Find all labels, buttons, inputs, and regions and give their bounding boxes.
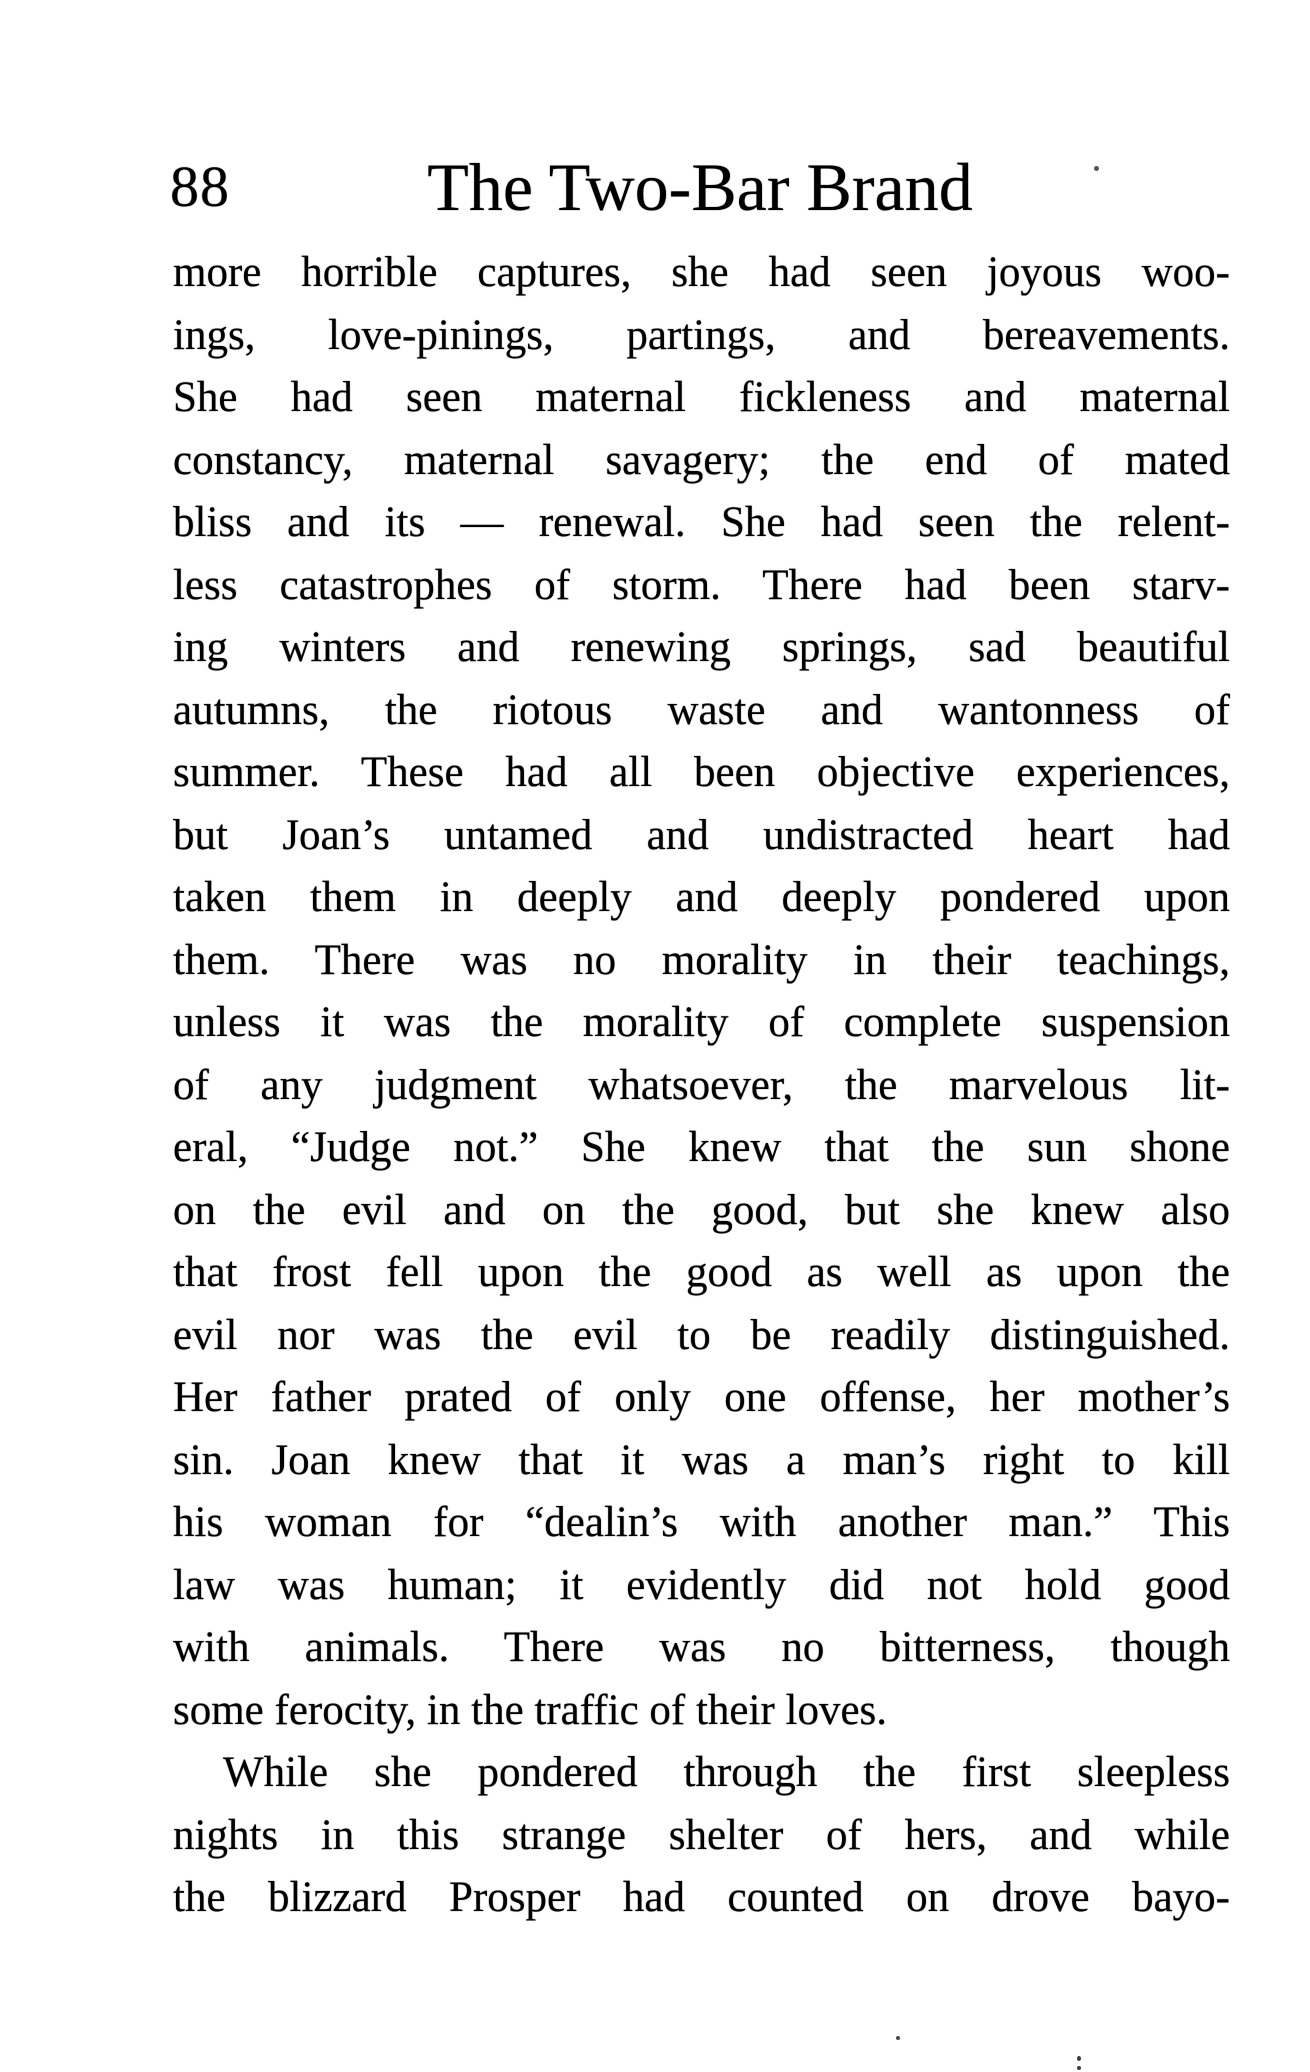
text-line: but Joan’s untamed and undistracted heart had bbox=[173, 811, 1230, 859]
text-line: ing winters and renewing springs, sad beautiful bbox=[173, 624, 1230, 671]
text-line: on the evil and on the good, but she knew also bbox=[173, 1186, 1230, 1234]
scan-speck bbox=[1094, 166, 1099, 171]
body-text bbox=[173, 242, 1230, 1930]
page-title: The Two-Bar Brand bbox=[427, 149, 973, 225]
text-line: She had seen maternal fickleness and maternal bbox=[173, 374, 1230, 421]
text-line: some ferocity, in the traffic of their loves. bbox=[173, 1686, 888, 1734]
text-line: more horrible captures, she had seen joyous woo- bbox=[173, 249, 1230, 296]
scan-speck bbox=[1077, 2066, 1081, 2070]
page-number: 88 bbox=[170, 154, 230, 219]
text-line: ings, love-pinings, partings, and bereavements. bbox=[173, 311, 1230, 359]
text-line: While she pondered through the first sleepless bbox=[223, 1749, 1230, 1796]
text-line: autumns, the riotous waste and wantonness of bbox=[173, 686, 1230, 734]
text-line: Her father prated of only one offense, her mother’s bbox=[173, 1374, 1230, 1421]
text-line: his woman for “dealin’s with another man.” This bbox=[173, 1499, 1230, 1546]
text-line: eral, “Judge not.” She knew that the sun shone bbox=[173, 1124, 1230, 1171]
text-line: taken them in deeply and deeply pondered upon bbox=[173, 874, 1230, 921]
text-line: constancy, maternal savagery; the end of mated bbox=[173, 436, 1230, 484]
text-line: law was human; it evidently did not hold good bbox=[173, 1561, 1230, 1609]
text-line: nights in this strange shelter of hers, and while bbox=[173, 1811, 1230, 1859]
text-line: evil nor was the evil to be readily distinguished. bbox=[173, 1311, 1230, 1359]
text-line: the blizzard Prosper had counted on drove bayo- bbox=[173, 1874, 1230, 1921]
text-line: bliss and its — renewal. She had seen the relent- bbox=[173, 499, 1230, 546]
scan-speck bbox=[896, 2036, 900, 2040]
text-line: that frost fell upon the good as well as upon the bbox=[173, 1249, 1230, 1296]
text-line: them. There was no morality in their teachings, bbox=[173, 936, 1230, 984]
text-line: sin. Joan knew that it was a man’s right to kill bbox=[173, 1436, 1230, 1484]
text-line: unless it was the morality of complete suspension bbox=[173, 999, 1230, 1046]
text-line: less catastrophes of storm. There had been starv- bbox=[173, 561, 1230, 609]
text-line: summer. These had all been objective experiences, bbox=[173, 749, 1230, 796]
text-line: with animals. There was no bitterness, though bbox=[173, 1624, 1230, 1671]
scan-speck bbox=[1077, 2056, 1081, 2061]
text-line: of any judgment whatsoever, the marvelous lit- bbox=[173, 1061, 1230, 1109]
